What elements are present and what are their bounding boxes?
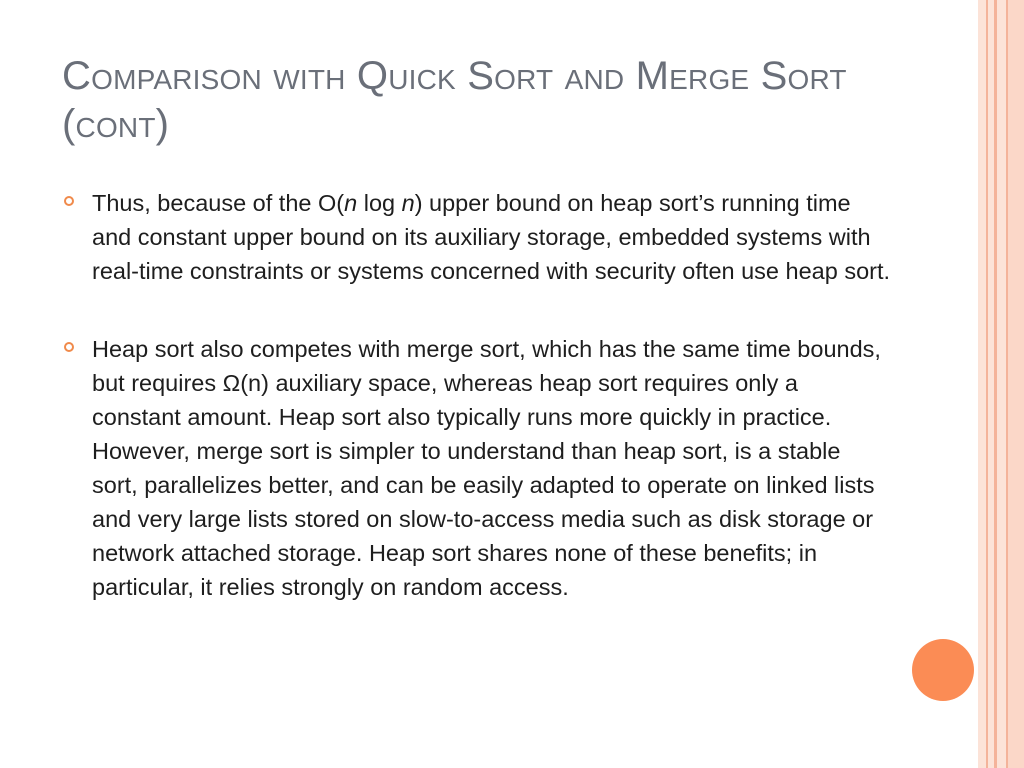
bullet-circle-icon [64,196,74,206]
bullet-segment: Heap sort also competes with merge sort, which has the same time bounds, but requires Ω(n) auxiliary space, whereas heap sort requires only a constant amount. Heap sort also typically runs more quickly in practice. However, merge sort is simpler to understand than heap sort, is a stable sort, parallelizes better, and can be easily adapted to operate on linked lists and very large lists stored on slow-to-access media such as disk storage or network attached storage. Heap sort shares none of these benefits; in particular, it relies strongly on random access. [92,336,881,600]
bullet-segment-italic: n [401,190,415,216]
decorative-stripe [1008,0,1024,768]
decorative-stripe [978,0,986,768]
bullet-item [62,332,892,604]
bullet-text [92,186,892,288]
bullet-item [62,186,892,288]
bullet-segment: Thus, because of the O( [92,190,345,216]
slide-title: Comparison with Quick Sort and Merge Sort (cont) [62,54,847,146]
decorative-stripe [997,0,1006,768]
decorative-circle [912,639,974,701]
bullet-circle-icon [64,342,74,352]
bullet-segment-italic: n [344,190,358,216]
bullet-text [92,332,892,604]
bullet-segment: log [357,190,402,216]
bullet-segment: ) upper bound on heap sort’s running time and constant upper bound on its auxiliary storage, embedded systems with real-time constraints or systems concerned with security often use heap sort. [92,190,891,284]
slide-content [62,186,892,648]
